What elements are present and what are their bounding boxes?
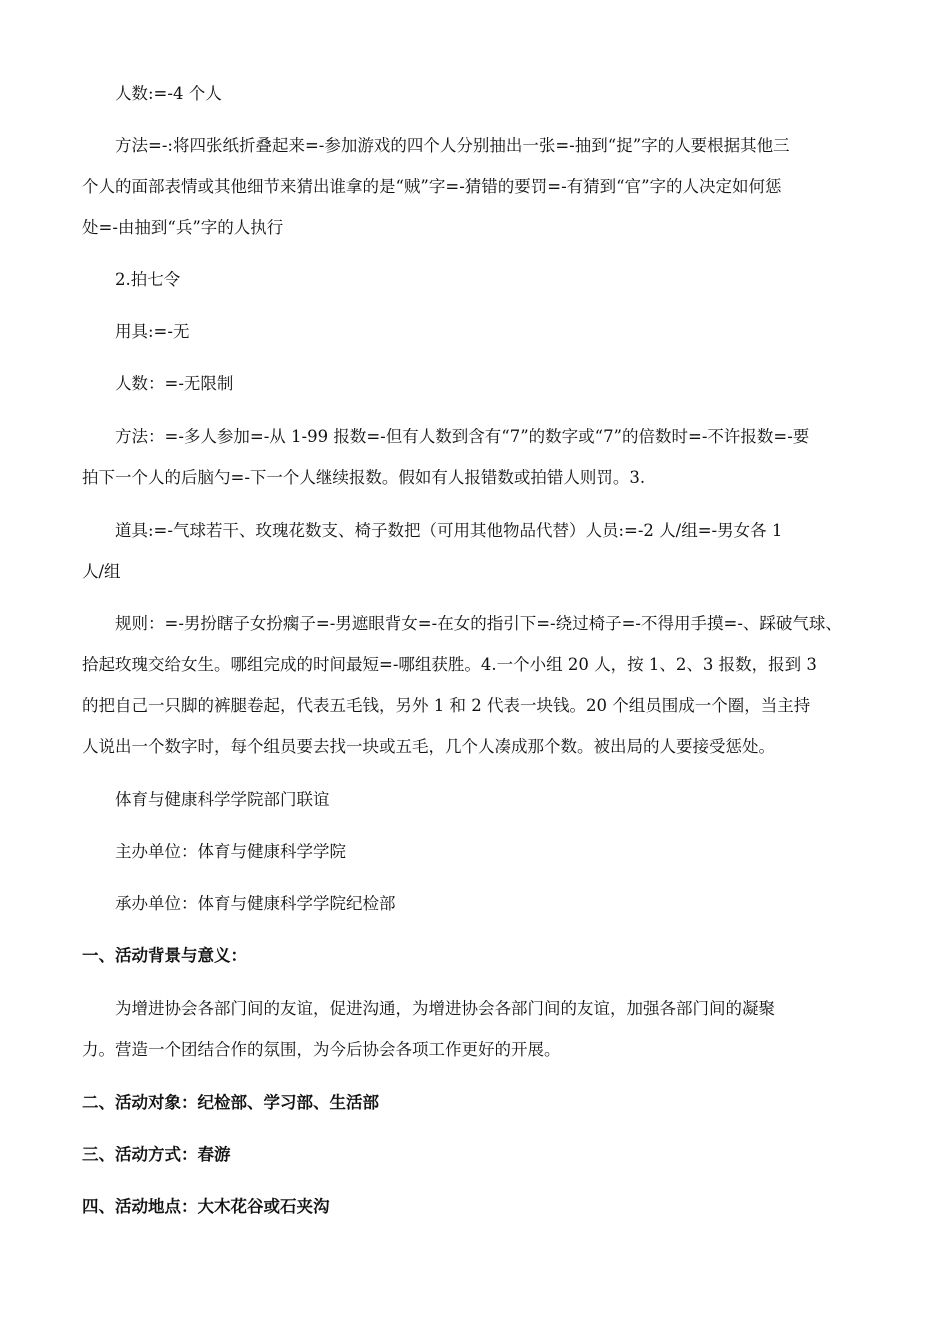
text-line: 用具:=-无 xyxy=(115,322,190,341)
text-line: 人数：=-无限制 xyxy=(115,374,234,393)
text-line: 拍下一个人的后脑勺=-下一个人继续报数。假如有人报错数或拍错人则罚。3. xyxy=(82,468,646,487)
text-line: 个人的面部表情或其他细节来猜出谁拿的是“贼”字=-猜错的要罚=-有猜到“官”字的人决定如何惩 xyxy=(82,177,782,196)
text-line: 拾起玫瑰交给女生。哪组完成的时间最短=-哪组获胜。4.一个小组 20 人，按 1、2、3 报数，报到 3 xyxy=(82,655,817,674)
text-line: 力。营造一个团结合作的氛围，为今后协会各项工作更好的开展。 xyxy=(82,1040,561,1059)
heading: 二、活动对象：纪检部、学习部、生活部 xyxy=(82,1093,379,1112)
text-line: 主办单位：体育与健康科学学院 xyxy=(115,842,346,861)
section-title: 体育与健康科学学院部门联谊 xyxy=(115,790,330,809)
text-line: 方法=-:将四张纸折叠起来=-参加游戏的四个人分别抽出一张=-抽到“捉”字的人要根据其他三 xyxy=(115,136,790,155)
text-line: 的把自己一只脚的裤腿卷起，代表五毛钱，另外 1 和 2 代表一块钱。20 个组员围成一个圈，当主持 xyxy=(82,696,811,715)
text-line: 方法：=-多人参加=-从 1-99 报数=-但有人数到含有“7”的数字或“7”的倍数时=-不许报数=-要 xyxy=(115,427,810,446)
text-line: 人数:=-4 个人 xyxy=(115,84,222,103)
heading: 一、活动背景与意义： xyxy=(82,946,247,965)
heading: 三、活动方式：春游 xyxy=(82,1145,231,1164)
text-line: 为增进协会各部门间的友谊，促进沟通，为增进协会各部门间的友谊，加强各部门间的凝聚 xyxy=(115,999,775,1018)
heading: 四、活动地点：大木花谷或石夹沟 xyxy=(82,1197,330,1216)
text-line: 人/组 xyxy=(82,562,121,581)
text-line: 承办单位：体育与健康科学学院纪检部 xyxy=(115,894,396,913)
text-line: 道具:=-气球若干、玫瑰花数支、椅子数把（可用其他物品代替）人员:=-2 人/组=-男女各 1 xyxy=(115,521,783,540)
text-line: 规则：=-男扮瞎子女扮瘸子=-男遮眼背女=-在女的指引下=-绕过椅子=-不得用手摸=-、踩破气球、 xyxy=(115,614,842,633)
text-line: 2.拍七令 xyxy=(115,270,181,289)
text-line: 人说出一个数字时，每个组员要去找一块或五毛，几个人凑成那个数。被出局的人要接受惩处。 xyxy=(82,737,775,756)
text-line: 处=-由抽到“兵”字的人执行 xyxy=(82,218,284,237)
